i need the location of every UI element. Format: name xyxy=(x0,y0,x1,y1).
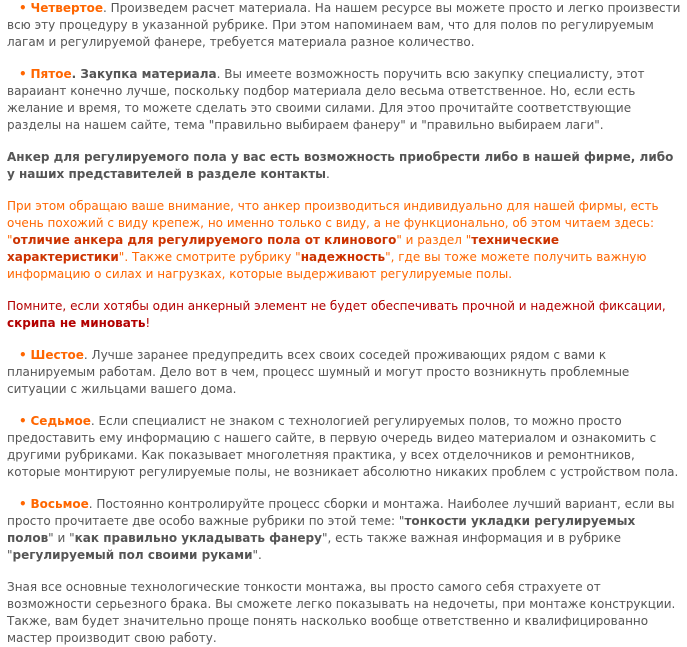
paragraph-text: " и " xyxy=(48,531,75,545)
link-anchor-difference[interactable]: отличие анкера для регулируемого пола от клинового xyxy=(12,233,397,247)
warning-emphasis: скрипа не миновать xyxy=(7,316,146,330)
paragraph-conclusion xyxy=(7,579,683,647)
bullet-icon: • xyxy=(19,1,27,15)
paragraph-text: . Постоянно контролируйте процесс сборки и монтажа. Наиболее лучший вариант, если вы просто прочитаете две особо важные рубрики по этой теме: " xyxy=(7,497,675,528)
link-diy-floor[interactable]: регулируемый пол своими руками xyxy=(12,548,253,562)
paragraph-text: " и раздел " xyxy=(396,233,472,247)
step-heading-fourth: Четвертое xyxy=(30,1,103,15)
paragraph-seventh xyxy=(7,413,683,481)
bullet-icon: • xyxy=(19,414,27,428)
link-installation-subtleties[interactable]: тонкости укладки регулируемых полов xyxy=(7,514,636,545)
paragraph-eighth xyxy=(7,496,683,564)
paragraph-text: ", есть также важная информация и в рубрике " xyxy=(7,531,621,562)
paragraph-text: ". Также смотрите рубрику " xyxy=(118,250,301,264)
bullet-icon: • xyxy=(19,497,27,511)
paragraph-sixth xyxy=(7,347,683,398)
warning-end: ! xyxy=(145,316,151,330)
paragraph-text: . Лучше заранее предупредить всех своих соседей проживающих рядом с вами к планируемым работам. Дело вот в чем, процесс шумный и могут просто возникнуть проблемные ситуации с жильцами вашего дома. xyxy=(7,348,630,396)
anchor-purchase-text: Анкер для регулируемого пола у вас есть возможность приобрести либо в нашей фирме, либо у наших представителей в разделе контакты xyxy=(7,150,674,181)
paragraph-text: ". xyxy=(252,548,262,562)
step-heading-sixth: Шестое xyxy=(30,348,84,362)
separator: . xyxy=(71,67,81,81)
paragraph-text: . Вы имеете возможность поручить всю закупку специалисту, этот вараиант конечно лучше, поскольку подбор материала дело весьма ответственное. Но, если есть желание и время, то можете сделать это своими силами. Для этоо прочитайте соответствующие разделы на нашем сайте, тема "правильно выбираем фанеру" и "правильно выбираем лаги". xyxy=(7,67,645,132)
step-subheading: Закупка материала xyxy=(80,67,217,81)
link-plywood-laying[interactable]: как правильно укладывать фанеру xyxy=(74,531,322,545)
bullet-icon: • xyxy=(19,348,27,362)
paragraph-fourth xyxy=(7,0,683,51)
paragraph-attention xyxy=(7,198,683,283)
link-technical-specs[interactable]: технические характеристики xyxy=(7,233,560,264)
paragraph-text: Зная все основные технологические тонкости монтажа, вы просто самого себя страхуете от возможности серьезного брака. Вы сможете легко показывать на недочеты, при монтаже конструкции. Также, вам будет значительно проще понять насколько вообще ответственно и квалифицированно мастер производит свою работу. xyxy=(7,580,676,645)
paragraph-end: . xyxy=(326,167,330,181)
paragraph-fifth xyxy=(7,66,683,134)
link-reliability[interactable]: надежность xyxy=(300,250,386,264)
warning-text: Помните, если хотябы один анкерный элемент не будет обеспечивать прочной и надежной фиксации, xyxy=(7,299,666,313)
step-heading-fifth: Пятое xyxy=(30,67,72,81)
step-heading-seventh: Седьмое xyxy=(30,414,91,428)
paragraph-text: . Если специалист не знаком с технологией регулируемых полов, то можно просто предоставить ему информацию с нашего сайте, в первую очередь видео материалом и ознакомить с другими рубриками. Как показывает многолетняя практика, у всех отделочников и ремонтников, которые монтируют регулируемые полы, не возникает абсолютно никаких проблем с устройством пола. xyxy=(7,414,679,479)
paragraph-text: ", где вы тоже можете получить важную информацию о силах и нагрузках, которые выдерживают регулируемые полы. xyxy=(7,250,647,281)
step-heading-eighth: Восьмое xyxy=(30,497,89,511)
paragraph-anchor-purchase xyxy=(7,149,683,183)
paragraph-text: . Произведем расчет материала. На нашем ресурсе вы можете просто и легко произвести всю эту процедуру в указанной рубрике. При этом напоминаем вам, что для полов по регулируемым лагам и регулируемой фанере, требуется материала разное количество. xyxy=(7,1,681,49)
paragraph-text: При этом обращаю ваше внимание, что анкер производиться индивидуально для нашей фирмы, есть очень похожий с виду крепеж, но именно только с виду, а не функционально, об этом читаем здесь: " xyxy=(7,199,659,247)
paragraph-warning xyxy=(7,298,683,332)
bullet-icon: • xyxy=(19,67,27,81)
